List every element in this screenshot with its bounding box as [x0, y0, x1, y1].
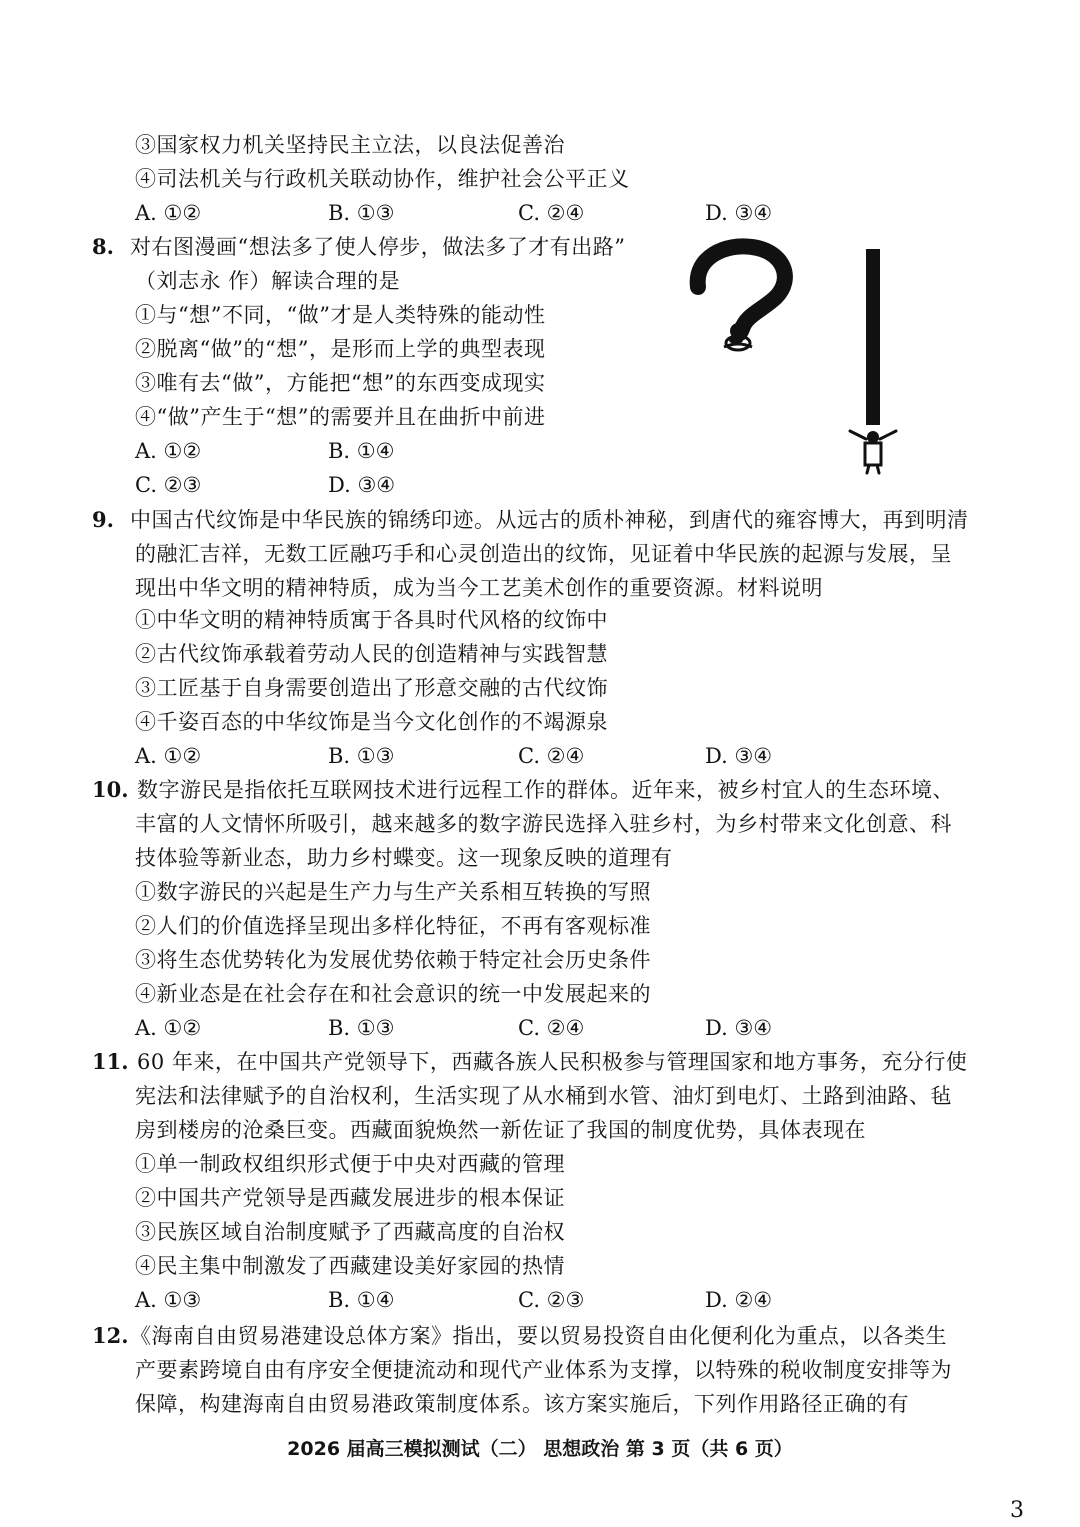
q11-stem-line-2: 宪法和法律赋予的自治权利，生活实现了从水桶到水管、油灯到电灯、土路到油路、毡	[135, 1084, 952, 1108]
q7-option-a: A. ①②	[135, 201, 202, 225]
q10-item-1: ①数字游民的兴起是生产力与生产关系相互转换的写照	[135, 880, 651, 904]
q10-item-4: ④新业态是在社会存在和社会意识的统一中发展起来的	[135, 982, 651, 1006]
q12-stem-line-3: 保障，构建海南自由贸易港政策制度体系。该方案实施后，下列作用路径正确的有	[135, 1392, 909, 1416]
q8-option-d: D. ③④	[328, 473, 396, 497]
q11-item-4: ④民主集中制激发了西藏建设美好家园的热情	[135, 1254, 565, 1278]
q10-option-b: B. ①③	[328, 1016, 395, 1040]
q7-option-c: C. ②④	[518, 201, 585, 225]
q9-item-4: ④千姿百态的中华纹饰是当今文化创作的不竭源泉	[135, 710, 608, 734]
q9-number: 9.	[92, 507, 114, 532]
q11-option-b: B. ①④	[328, 1288, 395, 1312]
q9-stem-line-2: 的融汇吉祥，无数工匠融巧手和心灵创造出的纹饰，见证着中华民族的起源与发展，呈	[135, 542, 952, 566]
q8-item-1: ①与“想”不同，“做”才是人类特殊的能动性	[135, 303, 546, 327]
corner-page-mark: 3	[1010, 1498, 1024, 1523]
q11-stem-line-1: 60 年来，在中国共产党领导下，西藏各族人民积极参与管理国家和地方事务，充分行使	[137, 1050, 968, 1074]
q8-number: 8.	[92, 234, 114, 259]
q10-stem-line-1: 数字游民是指依托互联网技术进行远程工作的群体。近年来，被乡村宜人的生态环境、	[137, 778, 954, 802]
q11-option-a: A. ①③	[135, 1288, 202, 1312]
q8-item-4: ④“做”产生于“想”的需要并且在曲折中前进	[135, 405, 546, 429]
q7-item-4: ④司法机关与行政机关联动协作，维护社会公平正义	[135, 167, 630, 191]
q9-stem-line-1: 中国古代纹饰是中华民族的锦绣印迹。从远古的质朴神秘，到唐代的雍容博大，再到明清	[130, 508, 969, 532]
q11-option-c: C. ②③	[518, 1288, 585, 1312]
q11-item-2: ②中国共产党领导是西藏发展进步的根本保证	[135, 1186, 565, 1210]
q10-number: 10.	[92, 777, 129, 802]
q11-stem-line-3: 房到楼房的沧桑巨变。西藏面貌焕然一新佐证了我国的制度优势，具体表现在	[135, 1118, 866, 1142]
q12-stem-line-2: 产要素跨境自由有序安全便捷流动和现代产业体系为支撑，以特殊的税收制度安排等为	[135, 1358, 952, 1382]
q10-option-a: A. ①②	[135, 1016, 202, 1040]
q9-option-a: A. ①②	[135, 744, 202, 768]
q7-option-b: B. ①③	[328, 201, 395, 225]
question-mark-figure	[698, 246, 785, 350]
q11-option-d: D. ②④	[705, 1288, 773, 1312]
q8-option-a: A. ①②	[135, 439, 202, 463]
q9-item-1: ①中华文明的精神特质寓于各具时代风格的纹饰中	[135, 608, 608, 632]
q12-stem-line-1: 《海南自由贸易港建设总体方案》指出，要以贸易投资自由化便利化为重点，以各类生	[130, 1324, 947, 1348]
exclamation-mark-figure	[850, 249, 896, 473]
standing-figure-icon	[850, 431, 896, 473]
q9-stem-line-3: 现出中华文明的精神特质，成为当今工艺美术创作的重要资源。材料说明	[135, 576, 823, 600]
q8-option-b: B. ①④	[328, 439, 395, 463]
q11-item-1: ①单一制政权组织形式便于中央对西藏的管理	[135, 1152, 565, 1176]
q11-item-3: ③民族区域自治制度赋予了西藏高度的自治权	[135, 1220, 565, 1244]
q8-option-c: C. ②③	[135, 473, 202, 497]
q8-stem-line-1: 对右图漫画“想法多了使人停步，做法多了才有出路”	[130, 235, 626, 259]
q10-stem-line-2: 丰富的人文情怀所吸引，越来越多的数字游民选择入驻乡村，为乡村带来文化创意、科	[135, 812, 952, 836]
q8-stem-line-2: （刘志永 作）解读合理的是	[135, 269, 401, 293]
q10-option-d: D. ③④	[705, 1016, 773, 1040]
q9-item-2: ②古代纹饰承载着劳动人民的创造精神与实践智慧	[135, 642, 608, 666]
q7-option-d: D. ③④	[705, 201, 773, 225]
q7-item-3: ③国家权力机关坚持民主立法，以良法促善治	[135, 133, 565, 157]
q9-option-b: B. ①③	[328, 744, 395, 768]
q9-option-c: C. ②④	[518, 744, 585, 768]
page-footer: 2026 届高三模拟测试（二） 思想政治 第 3 页（共 6 页）	[287, 1438, 793, 1460]
q10-item-2: ②人们的价值选择呈现出多样化特征，不再有客观标准	[135, 914, 651, 938]
q8-item-2: ②脱离“做”的“想”，是形而上学的典型表现	[135, 337, 546, 361]
q10-stem-line-3: 技体验等新业态，助力乡村蝶变。这一现象反映的道理有	[135, 846, 673, 870]
q10-option-c: C. ②④	[518, 1016, 585, 1040]
q8-item-3: ③唯有去“做”，方能把“想”的东西变成现实	[135, 371, 546, 395]
cartoon-think-vs-do	[680, 235, 920, 480]
q12-number: 12.	[92, 1323, 129, 1348]
q9-option-d: D. ③④	[705, 744, 773, 768]
q11-number: 11.	[92, 1049, 129, 1074]
q9-item-3: ③工匠基于自身需要创造出了形意交融的古代纹饰	[135, 676, 608, 700]
q10-item-3: ③将生态优势转化为发展优势依赖于特定社会历史条件	[135, 948, 651, 972]
